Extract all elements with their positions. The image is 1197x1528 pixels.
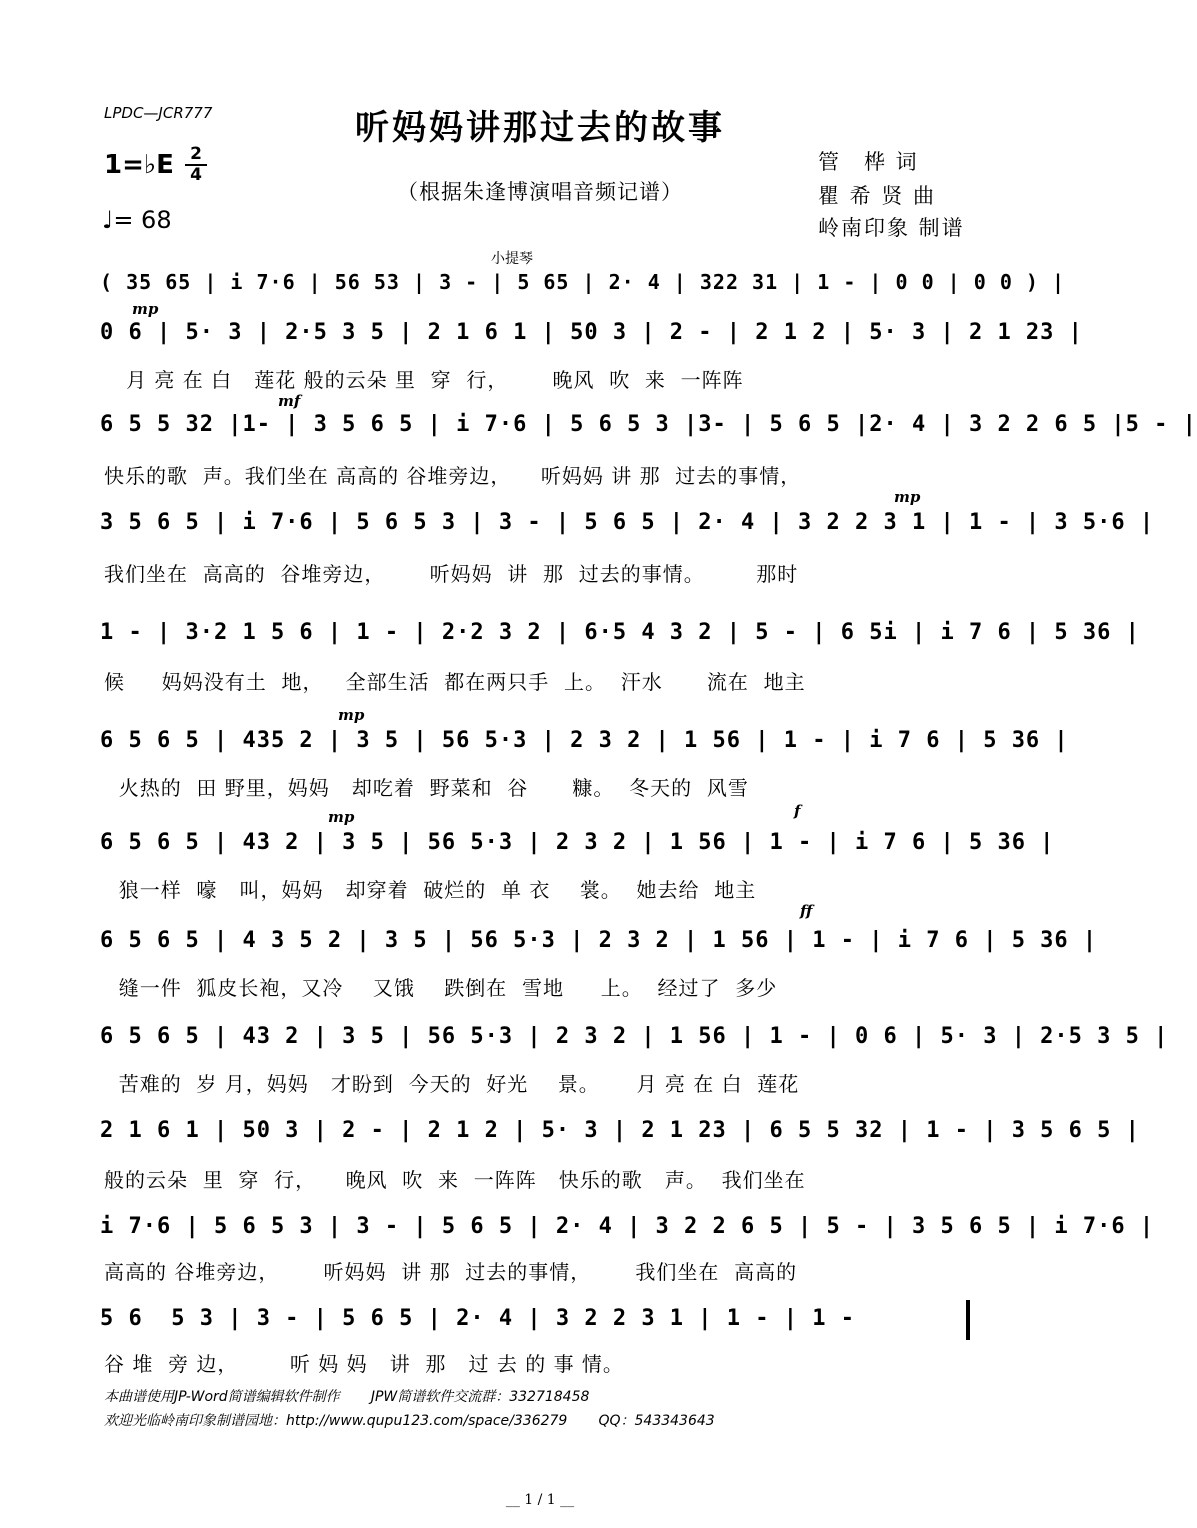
time-signature-bottom: 4 <box>190 165 202 185</box>
notation-line: 0 6 | 5· 3 | 2·5 3 5 | 2 1 6 1 | 50 3 | 2 - | 2 1 2 | 5· 3 | 2 1 23 | <box>100 320 1083 345</box>
notation-line: 6 5 6 5 | 43 2 | 3 5 | 56 5·3 | 2 3 2 | 1 56 | 1 - | 0 6 | 5· 3 | 2·5 3 5 | <box>100 1024 1169 1049</box>
time-signature <box>185 146 207 184</box>
dynamic-mark: mp <box>328 808 355 826</box>
song-title: 听妈妈讲那过去的故事 <box>355 108 725 148</box>
notation-line: 6 5 6 5 | 4 3 5 2 | 3 5 | 56 5·3 | 2 3 2 | 1 56 | 1 - | i 7 6 | 5 36 | <box>100 928 1098 953</box>
lyric-line: 快乐的歌 声。我们坐在 高高的 谷堆旁边， 听妈妈 讲 那 过去的事情， <box>104 464 802 488</box>
footer-software: 本曲谱使用JP-Word简谱编辑软件制作 JPW简谱软件交流群：332718458 <box>104 1389 590 1405</box>
dynamic-mark: mp <box>894 488 921 506</box>
notation-line: ( 35 65 | i 7·6 | 56 53 | 3 - | 5 65 | 2· 4 | 322 31 | 1 - | 0 0 | 0 0 ) | <box>100 270 1066 294</box>
lyric-line: 狼一样 嚎 叫，妈妈 却穿着 破烂的 单 衣 裳。 她去给 地主 <box>104 878 757 902</box>
dynamic-mark: ff <box>800 902 813 920</box>
notation-line: 1 - | 3·2 1 5 6 | 1 - | 2·2 3 2 | 6·5 4 3 2 | 5 - | 6 5i | i 7 6 | 5 36 | <box>100 620 1140 645</box>
song-subtitle: （根据朱逢博演唱音频记谱） <box>397 180 683 204</box>
notation-line: 6 5 6 5 | 435 2 | 3 5 | 56 5·3 | 2 3 2 | 1 56 | 1 - | i 7 6 | 5 36 | <box>100 728 1069 753</box>
notation-line: 3 5 6 5 | i 7·6 | 5 6 5 3 | 3 - | 5 6 5 | 2· 4 | 3 2 2 3 1 | 1 - | 3 5·6 | <box>100 510 1155 535</box>
lyricist-credit: 管 桦 词 <box>818 150 919 174</box>
page-number: __ 1 / 1 __ <box>505 1492 575 1508</box>
lyric-line: 候 妈妈没有土 地， 全部生活 都在两只手 上。 汗水 流在 地主 <box>104 670 806 694</box>
lyric-line: 般的云朵 里 穿 行， 晚风 吹 来 一阵阵 快乐的歌 声。 我们坐在 <box>104 1168 806 1192</box>
arranger-credit: 岭南印象 制谱 <box>818 216 965 240</box>
lyric-line: 月 亮 在 白 莲花 般的云朵 里 穿 行， 晚风 吹 来 一阵阵 <box>104 368 744 392</box>
lyric-line: 苦难的 岁 月，妈妈 才盼到 今天的 好光 景。 月 亮 在 白 莲花 <box>104 1072 800 1096</box>
lyric-line: 我们坐在 高高的 谷堆旁边， 听妈妈 讲 那 过去的事情。 那时 <box>104 562 799 586</box>
composer-credit: 瞿 希 贤 曲 <box>818 184 937 208</box>
notation-line: 5 6 5 3 | 3 - | 5 6 5 | 2· 4 | 3 2 2 3 1 | 1 - | 1 - <box>100 1306 855 1331</box>
dynamic-mark: mp <box>338 706 365 724</box>
time-signature-top: 2 <box>190 144 202 164</box>
lyric-line: 缝一件 狐皮长袍，又冷 又饿 跌倒在 雪地 上。 经过了 多少 <box>104 976 778 1000</box>
notation-line: 2 1 6 1 | 50 3 | 2 - | 2 1 2 | 5· 3 | 2 1 23 | 6 5 5 32 | 1 - | 3 5 6 5 | <box>100 1118 1140 1143</box>
violin-annotation: 小提琴 <box>491 251 533 267</box>
notation-line: 6 5 6 5 | 43 2 | 3 5 | 56 5·3 | 2 3 2 | 1 56 | 1 - | i 7 6 | 5 36 | <box>100 830 1055 855</box>
lyric-line: 谷 堆 旁 边， 听 妈 妈 讲 那 过 去 的 事 情。 <box>104 1352 624 1376</box>
lyric-line: 高高的 谷堆旁边， 听妈妈 讲 那 过去的事情， 我们坐在 高高的 <box>104 1260 798 1284</box>
dynamic-mark: mf <box>278 392 301 410</box>
final-barline <box>966 1300 970 1340</box>
lyric-line: 火热的 田 野里，妈妈 却吃着 野菜和 谷 糠。 冬天的 风雪 <box>104 776 749 800</box>
tempo-marking: ♩= 68 <box>102 206 172 234</box>
score-code: LPDC—JCR777 <box>104 104 213 122</box>
notation-line: 6 5 5 32 |1- | 3 5 6 5 | i 7·6 | 5 6 5 3 |3- | 5 6 5 |2· 4 | 3 2 2 6 5 |5 - | <box>100 412 1197 437</box>
key-signature: 1=♭E <box>104 150 174 180</box>
dynamic-mark: f <box>794 802 801 820</box>
footer-website: 欢迎光临岭南印象制谱园地：http://www.qupu123.com/space/336279 QQ：543343643 <box>104 1413 715 1429</box>
dynamic-mark: mp <box>132 300 159 318</box>
notation-line: i 7·6 | 5 6 5 3 | 3 - | 5 6 5 | 2· 4 | 3 2 2 6 5 | 5 - | 3 5 6 5 | i 7·6 | <box>100 1214 1155 1239</box>
